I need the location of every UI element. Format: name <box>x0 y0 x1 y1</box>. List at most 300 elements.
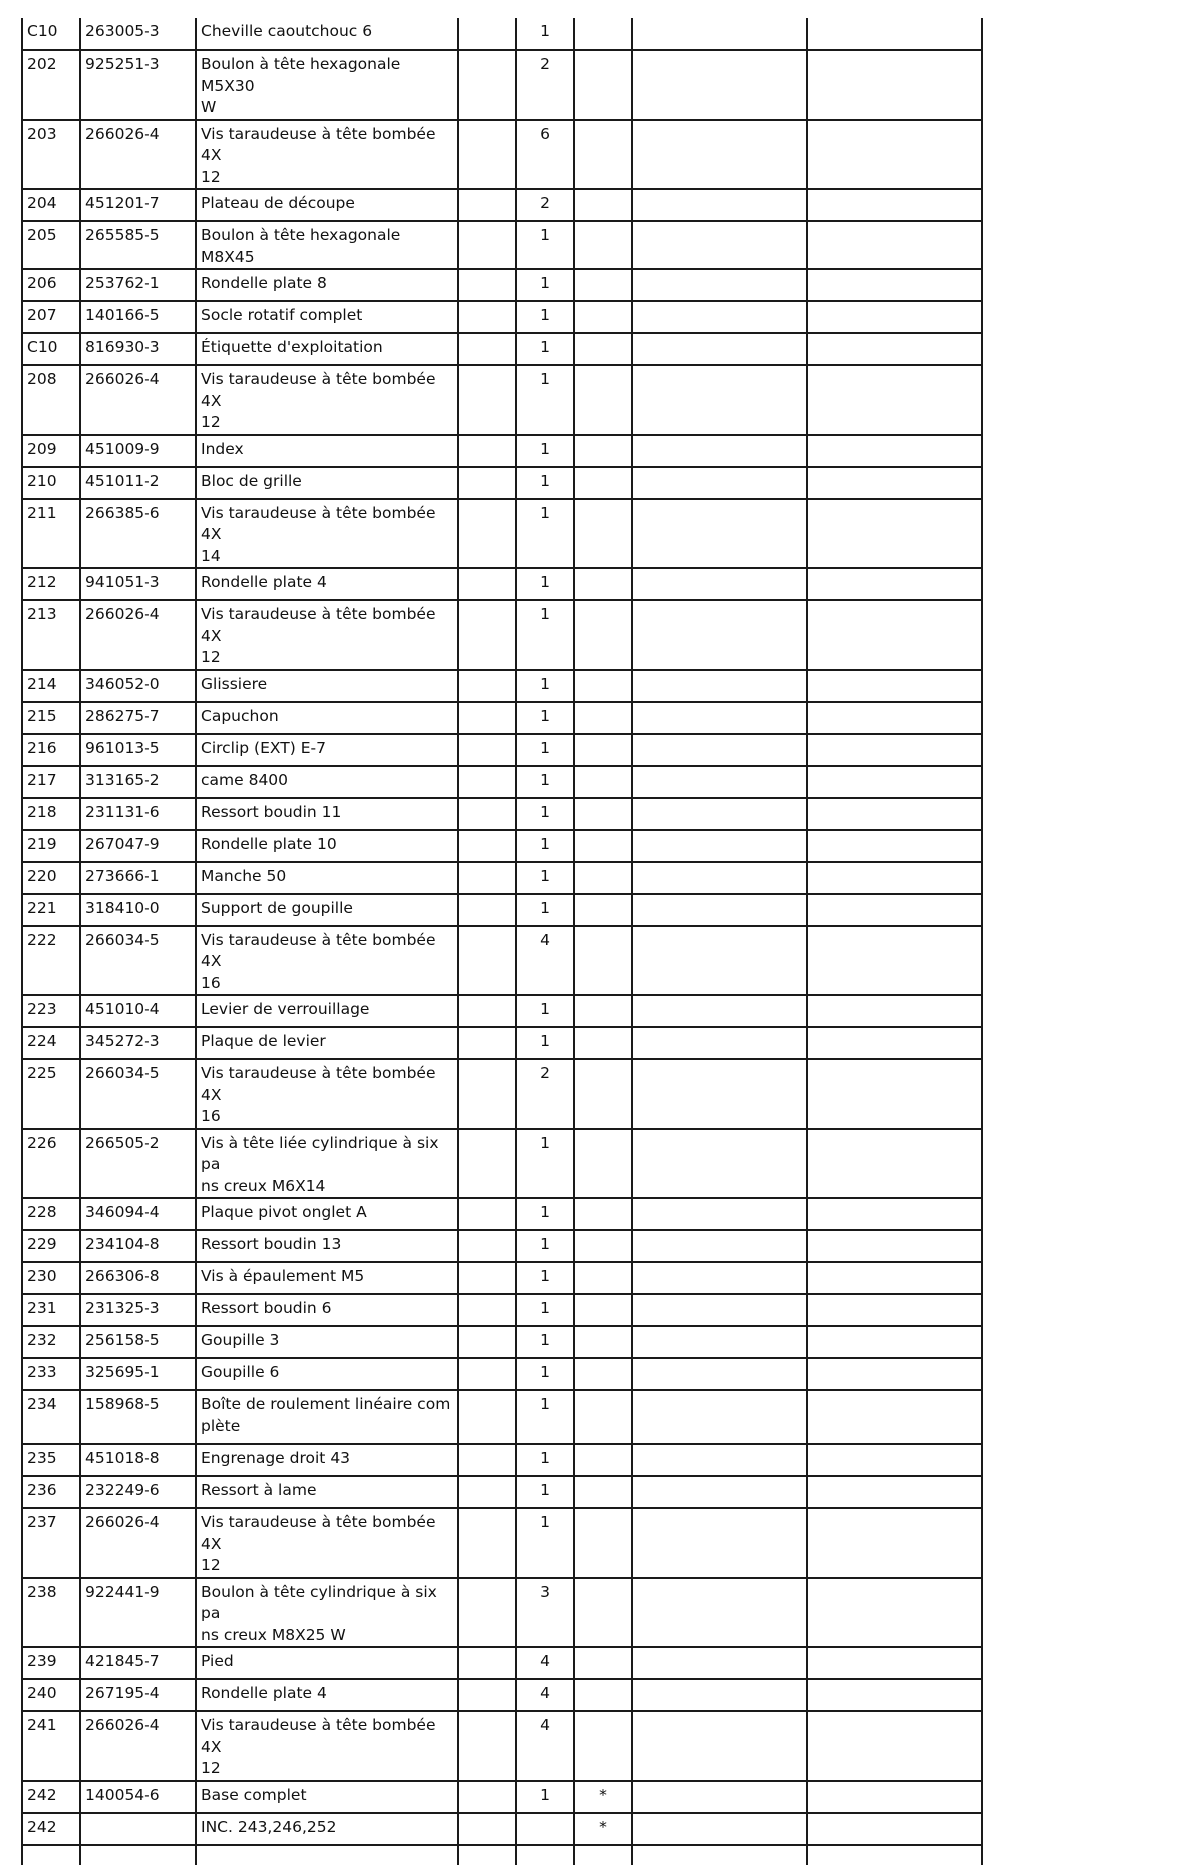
part-number-cell: 451011-2 <box>80 467 196 499</box>
blank-cell <box>632 766 807 798</box>
table-row <box>22 600 982 670</box>
quantity-cell: 1 <box>516 670 574 702</box>
blank-cell <box>807 221 982 269</box>
quantity-cell: 1 <box>516 1262 574 1294</box>
item-number-cell: 231 <box>22 1294 80 1326</box>
blank-cell <box>632 1262 807 1294</box>
blank-cell <box>458 894 516 926</box>
description-cell: came 8400 <box>196 766 458 798</box>
quantity-cell: 1 <box>516 862 574 894</box>
item-number-cell: 223 <box>22 995 80 1027</box>
blank-cell <box>807 50 982 120</box>
blank-cell <box>632 435 807 467</box>
part-number-cell: 922441-9 <box>80 1578 196 1648</box>
note-cell <box>574 301 632 333</box>
table-row <box>22 435 982 467</box>
blank-cell <box>807 670 982 702</box>
note-cell: * <box>574 1813 632 1845</box>
item-number-cell: 234 <box>22 1390 80 1444</box>
item-number-cell: 206 <box>22 269 80 301</box>
blank-cell <box>458 702 516 734</box>
note-cell <box>574 734 632 766</box>
blank-cell <box>458 1059 516 1129</box>
part-number-cell: 265585-5 <box>80 221 196 269</box>
blank-cell <box>632 1647 807 1679</box>
note-cell <box>574 435 632 467</box>
parts-list-sheet <box>21 18 981 1865</box>
note-cell <box>574 467 632 499</box>
item-number-cell: 203 <box>22 120 80 190</box>
blank-cell <box>458 798 516 830</box>
part-number-cell: 266026-4 <box>80 365 196 435</box>
description-cell: Support de goupille <box>196 894 458 926</box>
item-number-cell: 208 <box>22 365 80 435</box>
part-number-cell: 451009-9 <box>80 435 196 467</box>
blank-cell <box>458 1129 516 1199</box>
note-cell: * <box>574 1781 632 1813</box>
description-cell: Étiquette d'exploitation <box>196 333 458 365</box>
table-row <box>22 1508 982 1578</box>
part-number-cell: 234104-8 <box>80 1230 196 1262</box>
quantity-cell: 1 <box>516 1358 574 1390</box>
blank-cell <box>807 1129 982 1199</box>
blank-cell <box>807 467 982 499</box>
blank-cell <box>458 600 516 670</box>
blank-cell <box>458 365 516 435</box>
table-row <box>22 894 982 926</box>
note-cell <box>574 568 632 600</box>
note-cell <box>574 189 632 221</box>
note-cell <box>574 862 632 894</box>
description-cell: Boulon à tête cylindrique à six pa ns creux M8X25 W <box>196 1578 458 1648</box>
table-row <box>22 670 982 702</box>
description-cell: Goupille 3 <box>196 1326 458 1358</box>
description-cell: Socle rotatif complet <box>196 301 458 333</box>
blank-cell <box>807 189 982 221</box>
note-cell <box>574 830 632 862</box>
description-cell: Rondelle plate 10 <box>196 830 458 862</box>
table-row <box>22 926 982 996</box>
part-number-cell: 346094-4 <box>80 1198 196 1230</box>
blank-cell <box>807 1647 982 1679</box>
blank-cell <box>632 1711 807 1781</box>
blank-cell <box>632 702 807 734</box>
description-cell: Vis taraudeuse à tête bombée 4X 12 <box>196 1711 458 1781</box>
blank-cell <box>458 1198 516 1230</box>
quantity-cell: 2 <box>516 1059 574 1129</box>
table-row <box>22 1647 982 1679</box>
note-cell <box>574 50 632 120</box>
note-cell <box>574 600 632 670</box>
blank-cell <box>807 333 982 365</box>
blank-cell <box>632 894 807 926</box>
note-cell <box>574 995 632 1027</box>
blank-cell <box>458 1358 516 1390</box>
table-row <box>22 120 982 190</box>
part-number-cell: 325695-1 <box>80 1358 196 1390</box>
note-cell <box>574 702 632 734</box>
part-number-cell: 266026-4 <box>80 600 196 670</box>
description-cell: Plaque de levier <box>196 1027 458 1059</box>
item-number-cell: 237 <box>22 1508 80 1578</box>
blank-cell <box>807 1845 982 1865</box>
table-row <box>22 568 982 600</box>
quantity-cell: 1 <box>516 467 574 499</box>
part-number-cell: 961013-5 <box>80 734 196 766</box>
note-cell <box>574 1262 632 1294</box>
description-cell: Ressort boudin 13 <box>196 1230 458 1262</box>
table-row <box>22 1230 982 1262</box>
item-number-cell: 207 <box>22 301 80 333</box>
part-number-cell: 266026-4 <box>80 120 196 190</box>
blank-cell <box>458 734 516 766</box>
description-cell: Circlip (EXT) E-7 <box>196 734 458 766</box>
table-row <box>22 269 982 301</box>
blank-cell <box>807 1508 982 1578</box>
table-row <box>22 1129 982 1199</box>
part-number-cell: 451018-8 <box>80 1444 196 1476</box>
table-row <box>22 702 982 734</box>
note-cell <box>574 1647 632 1679</box>
item-number-cell: 222 <box>22 926 80 996</box>
blank-cell <box>632 995 807 1027</box>
quantity-cell: 1 <box>516 734 574 766</box>
part-number-cell: 253762-1 <box>80 269 196 301</box>
part-number-cell: 266034-5 <box>80 1059 196 1129</box>
quantity-cell: 1 <box>516 995 574 1027</box>
blank-cell <box>807 995 982 1027</box>
part-number-cell: 421845-7 <box>80 1647 196 1679</box>
part-number-cell: 266385-6 <box>80 499 196 569</box>
item-number-cell: 241 <box>22 1711 80 1781</box>
table-row-empty <box>22 1845 982 1865</box>
item-number-cell: 212 <box>22 568 80 600</box>
part-number-cell: 263005-3 <box>80 18 196 50</box>
item-number-cell: 204 <box>22 189 80 221</box>
item-number-cell: 235 <box>22 1444 80 1476</box>
part-number-cell: 941051-3 <box>80 568 196 600</box>
table-row <box>22 18 982 50</box>
blank-cell <box>807 926 982 996</box>
table-row <box>22 1027 982 1059</box>
item-number-cell: 215 <box>22 702 80 734</box>
blank-cell <box>458 221 516 269</box>
table-row <box>22 1444 982 1476</box>
quantity-cell: 4 <box>516 1647 574 1679</box>
part-number-cell: 318410-0 <box>80 894 196 926</box>
table-row <box>22 50 982 120</box>
table-row <box>22 365 982 435</box>
blank-cell <box>807 830 982 862</box>
blank-cell <box>807 1230 982 1262</box>
blank-cell <box>807 1059 982 1129</box>
quantity-cell: 1 <box>516 1129 574 1199</box>
note-cell <box>574 1358 632 1390</box>
item-number-cell: C10 <box>22 333 80 365</box>
description-cell: Vis taraudeuse à tête bombée 4X 16 <box>196 1059 458 1129</box>
quantity-cell: 1 <box>516 1781 574 1813</box>
note-cell <box>574 894 632 926</box>
description-cell: Levier de verrouillage <box>196 995 458 1027</box>
note-cell <box>574 798 632 830</box>
description-cell: Cheville caoutchouc 6 <box>196 18 458 50</box>
quantity-cell: 1 <box>516 365 574 435</box>
blank-cell <box>807 862 982 894</box>
note-cell <box>574 1390 632 1444</box>
quantity-cell: 1 <box>516 221 574 269</box>
quantity-cell: 1 <box>516 766 574 798</box>
description-cell: Bloc de grille <box>196 467 458 499</box>
description-cell: Boîte de roulement linéaire com plète <box>196 1390 458 1444</box>
item-number-cell: 218 <box>22 798 80 830</box>
item-number-cell: 217 <box>22 766 80 798</box>
description-cell: Vis à épaulement M5 <box>196 1262 458 1294</box>
table-row <box>22 467 982 499</box>
note-cell <box>574 1679 632 1711</box>
quantity-cell: 1 <box>516 1508 574 1578</box>
quantity-cell: 1 <box>516 1294 574 1326</box>
blank-cell <box>632 568 807 600</box>
blank-cell <box>807 568 982 600</box>
blank-cell <box>458 1679 516 1711</box>
quantity-cell: 6 <box>516 120 574 190</box>
blank-cell <box>632 1508 807 1578</box>
blank-cell <box>807 1027 982 1059</box>
part-number-cell: 266026-4 <box>80 1711 196 1781</box>
note-cell <box>574 1294 632 1326</box>
blank-cell <box>632 1326 807 1358</box>
blank-cell <box>458 120 516 190</box>
quantity-cell: 1 <box>516 499 574 569</box>
item-number-cell: 230 <box>22 1262 80 1294</box>
quantity-cell: 2 <box>516 50 574 120</box>
table-row <box>22 1476 982 1508</box>
blank-cell <box>632 798 807 830</box>
part-number-cell: 925251-3 <box>80 50 196 120</box>
part-number-cell: 451010-4 <box>80 995 196 1027</box>
blank-cell <box>632 1845 807 1865</box>
description-cell: Boulon à tête hexagonale M8X45 <box>196 221 458 269</box>
blank-cell <box>632 18 807 50</box>
blank-cell <box>632 269 807 301</box>
blank-cell <box>458 1326 516 1358</box>
item-number-cell: 232 <box>22 1326 80 1358</box>
description-cell: Vis taraudeuse à tête bombée 4X 12 <box>196 600 458 670</box>
blank-cell <box>458 1508 516 1578</box>
blank-cell <box>632 830 807 862</box>
item-number-cell: 205 <box>22 221 80 269</box>
blank-cell <box>632 862 807 894</box>
quantity-cell: 1 <box>516 568 574 600</box>
item-number-cell: C10 <box>22 18 80 50</box>
blank-cell <box>632 467 807 499</box>
blank-cell <box>458 1476 516 1508</box>
part-number-cell: 232249-6 <box>80 1476 196 1508</box>
note-cell <box>574 766 632 798</box>
blank-cell <box>458 1390 516 1444</box>
part-number-cell: 266026-4 <box>80 1508 196 1578</box>
blank-cell <box>458 467 516 499</box>
blank-cell <box>807 894 982 926</box>
item-number-cell: 242 <box>22 1781 80 1813</box>
quantity-cell: 4 <box>516 1711 574 1781</box>
blank-cell <box>458 1647 516 1679</box>
part-number-cell: 451201-7 <box>80 189 196 221</box>
blank-cell <box>632 670 807 702</box>
table-row <box>22 333 982 365</box>
item-number-cell: 238 <box>22 1578 80 1648</box>
blank-cell <box>458 1781 516 1813</box>
note-cell <box>574 499 632 569</box>
note-cell <box>574 365 632 435</box>
note-cell <box>574 670 632 702</box>
quantity-cell: 1 <box>516 435 574 467</box>
part-number-cell: 266034-5 <box>80 926 196 996</box>
table-row <box>22 1813 982 1845</box>
description-cell: Plaque pivot onglet A <box>196 1198 458 1230</box>
note-cell <box>574 18 632 50</box>
part-number-cell: 816930-3 <box>80 333 196 365</box>
blank-cell <box>458 926 516 996</box>
part-number-cell: 266306-8 <box>80 1262 196 1294</box>
item-number-cell: 210 <box>22 467 80 499</box>
note-cell <box>574 1711 632 1781</box>
quantity-cell: 1 <box>516 1390 574 1444</box>
blank-cell <box>807 1262 982 1294</box>
table-row <box>22 1781 982 1813</box>
quantity-cell: 1 <box>516 798 574 830</box>
quantity-cell: 1 <box>516 1326 574 1358</box>
blank-cell <box>632 1813 807 1845</box>
part-number-cell <box>80 1813 196 1845</box>
item-number-cell: 213 <box>22 600 80 670</box>
blank-cell <box>458 269 516 301</box>
description-cell: Ressort boudin 11 <box>196 798 458 830</box>
item-number-cell: 233 <box>22 1358 80 1390</box>
blank-cell <box>458 1027 516 1059</box>
item-number-cell: 236 <box>22 1476 80 1508</box>
quantity-cell: 1 <box>516 1476 574 1508</box>
blank-cell <box>458 50 516 120</box>
description-cell: Rondelle plate 4 <box>196 1679 458 1711</box>
part-number-cell: 231131-6 <box>80 798 196 830</box>
item-number-cell: 240 <box>22 1679 80 1711</box>
blank-cell <box>632 499 807 569</box>
blank-cell <box>458 1813 516 1845</box>
blank-cell <box>807 365 982 435</box>
blank-cell <box>807 301 982 333</box>
part-number-cell: 256158-5 <box>80 1326 196 1358</box>
parts-table-body <box>22 18 982 1865</box>
blank-cell <box>632 1679 807 1711</box>
quantity-cell: 1 <box>516 894 574 926</box>
quantity-cell: 1 <box>516 702 574 734</box>
blank-cell <box>632 926 807 996</box>
part-number-cell: 140166-5 <box>80 301 196 333</box>
blank-cell <box>632 1059 807 1129</box>
blank-cell <box>807 1326 982 1358</box>
blank-cell <box>458 435 516 467</box>
table-row <box>22 1358 982 1390</box>
blank-cell <box>632 1390 807 1444</box>
part-number-cell: 313165-2 <box>80 766 196 798</box>
item-number-cell: 239 <box>22 1647 80 1679</box>
description-cell: Vis taraudeuse à tête bombée 4X 12 <box>196 1508 458 1578</box>
part-number-cell: 345272-3 <box>80 1027 196 1059</box>
blank-cell <box>807 600 982 670</box>
blank-cell <box>807 499 982 569</box>
item-number-cell: 214 <box>22 670 80 702</box>
note-cell <box>574 333 632 365</box>
table-row <box>22 1326 982 1358</box>
description-cell: Vis à tête liée cylindrique à six pa ns creux M6X14 <box>196 1129 458 1199</box>
note-cell <box>574 1578 632 1648</box>
note-cell <box>574 1129 632 1199</box>
item-number-cell: 225 <box>22 1059 80 1129</box>
blank-cell <box>516 1845 574 1865</box>
item-number-cell: 220 <box>22 862 80 894</box>
blank-cell <box>632 1129 807 1199</box>
blank-cell <box>807 1294 982 1326</box>
description-cell: Plateau de découpe <box>196 189 458 221</box>
blank-cell <box>632 600 807 670</box>
blank-cell <box>458 1578 516 1648</box>
blank-cell <box>632 1578 807 1648</box>
quantity-cell: 1 <box>516 830 574 862</box>
blank-cell <box>632 1781 807 1813</box>
quantity-cell: 4 <box>516 926 574 996</box>
note-cell <box>574 221 632 269</box>
quantity-cell: 1 <box>516 269 574 301</box>
table-row <box>22 862 982 894</box>
blank-cell <box>458 995 516 1027</box>
note-cell <box>574 269 632 301</box>
quantity-cell: 1 <box>516 333 574 365</box>
part-number-cell: 231325-3 <box>80 1294 196 1326</box>
description-cell: Ressort boudin 6 <box>196 1294 458 1326</box>
table-row <box>22 1578 982 1648</box>
description-cell: Engrenage droit 43 <box>196 1444 458 1476</box>
description-cell: Vis taraudeuse à tête bombée 4X 12 <box>196 365 458 435</box>
table-row <box>22 301 982 333</box>
description-cell: Vis taraudeuse à tête bombée 4X 16 <box>196 926 458 996</box>
description-cell: Vis taraudeuse à tête bombée 4X 12 <box>196 120 458 190</box>
part-number-cell: 267195-4 <box>80 1679 196 1711</box>
blank-cell <box>632 1027 807 1059</box>
blank-cell <box>458 189 516 221</box>
part-number-cell: 158968-5 <box>80 1390 196 1444</box>
blank-cell <box>458 670 516 702</box>
blank-cell <box>632 1294 807 1326</box>
item-number-cell: 229 <box>22 1230 80 1262</box>
part-number-cell: 266505-2 <box>80 1129 196 1199</box>
blank-cell <box>632 1198 807 1230</box>
part-number-cell: 273666-1 <box>80 862 196 894</box>
quantity-cell: 1 <box>516 1444 574 1476</box>
quantity-cell <box>516 1813 574 1845</box>
parts-table <box>21 18 983 1865</box>
blank-cell <box>458 568 516 600</box>
note-cell <box>574 1508 632 1578</box>
blank-cell <box>458 1845 516 1865</box>
blank-cell <box>632 50 807 120</box>
blank-cell <box>807 1444 982 1476</box>
quantity-cell: 1 <box>516 1027 574 1059</box>
item-number-cell: 226 <box>22 1129 80 1199</box>
table-row <box>22 798 982 830</box>
table-row <box>22 1294 982 1326</box>
blank-cell <box>807 766 982 798</box>
